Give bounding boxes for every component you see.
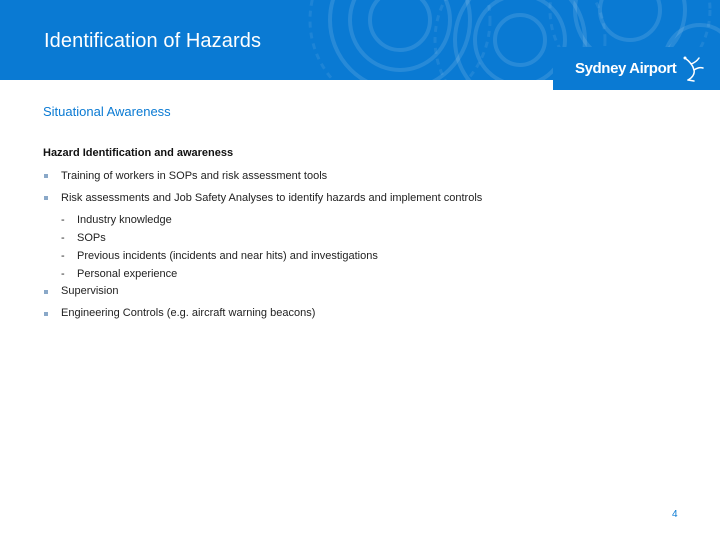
section-heading: Hazard Identification and awareness xyxy=(43,147,234,159)
sub-item-text: Previous incidents (incidents and near hits) and investigations xyxy=(77,250,378,262)
sub-item-text: Personal experience xyxy=(77,268,178,280)
bullet-text: Supervision xyxy=(61,285,119,297)
dash-marker: - xyxy=(61,214,65,226)
page-number: 4 xyxy=(672,509,678,520)
bullet-icon xyxy=(44,312,48,316)
dash-marker: - xyxy=(61,250,65,262)
slide-title: Identification of Hazards xyxy=(44,30,262,52)
bullet-icon xyxy=(44,174,48,178)
sub-item-text: Industry knowledge xyxy=(77,214,172,226)
bullet-text: Engineering Controls (e.g. aircraft warning beacons) xyxy=(61,307,316,319)
bullet-text: Risk assessments and Job Safety Analyses to identify hazards and implement controls xyxy=(61,192,483,204)
dash-marker: - xyxy=(61,268,65,280)
sydney-airport-logo xyxy=(553,47,720,90)
bullet-text: Training of workers in SOPs and risk assessment tools xyxy=(61,170,328,182)
bullet-icon xyxy=(44,196,48,200)
kangaroo-logo-icon xyxy=(679,55,705,83)
logo-text: Sydney Airport xyxy=(575,60,677,77)
dash-marker: - xyxy=(61,232,65,244)
slide-subtitle: Situational Awareness xyxy=(43,104,171,119)
sub-item-text: SOPs xyxy=(77,232,106,244)
bullet-icon xyxy=(44,290,48,294)
